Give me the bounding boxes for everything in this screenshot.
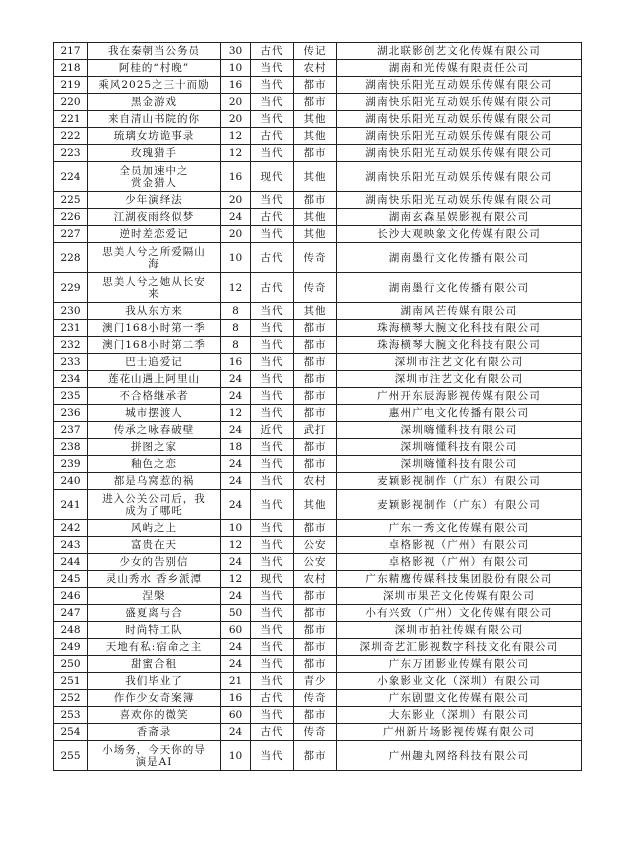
cell-company: 湖南快乐阳光互动娱乐传媒有限公司 bbox=[337, 162, 582, 192]
cell-era: 当代 bbox=[251, 588, 294, 605]
table-row bbox=[54, 60, 582, 77]
cell-company: 湖南快乐阳光互动娱乐传媒有限公司 bbox=[337, 192, 582, 209]
cell-era: 现代 bbox=[251, 162, 294, 192]
cell-episodes: 10 bbox=[221, 243, 251, 273]
cell-company: 大东影业（深圳）有限公司 bbox=[337, 707, 582, 724]
cell-era: 当代 bbox=[251, 456, 294, 473]
cell-title: 全员加速中之 赏金猎人 bbox=[88, 162, 221, 192]
cell-company: 广东精鹰传媒科技集团股份有限公司 bbox=[337, 571, 582, 588]
cell-era: 现代 bbox=[251, 571, 294, 588]
cell-genre: 青少 bbox=[294, 673, 337, 690]
table-row bbox=[54, 456, 582, 473]
cell-serial-number: 228 bbox=[54, 243, 88, 273]
cell-era: 当代 bbox=[251, 520, 294, 537]
table-row bbox=[54, 43, 582, 60]
table-row bbox=[54, 439, 582, 456]
cell-company: 湖南快乐阳光互动娱乐传媒有限公司 bbox=[337, 111, 582, 128]
cell-serial-number: 218 bbox=[54, 60, 88, 77]
cell-title: 小场务，今天你的导 演是AI bbox=[88, 741, 221, 771]
cell-genre: 都市 bbox=[294, 605, 337, 622]
cell-serial-number: 246 bbox=[54, 588, 88, 605]
table-row bbox=[54, 724, 582, 741]
cell-title: 玫瑰猎手 bbox=[88, 145, 221, 162]
cell-episodes: 24 bbox=[221, 388, 251, 405]
cell-company: 深圳市注艺文化有限公司 bbox=[337, 354, 582, 371]
table-row bbox=[54, 145, 582, 162]
cell-company: 湖南快乐阳光互动娱乐传媒有限公司 bbox=[337, 145, 582, 162]
cell-title: 香斋录 bbox=[88, 724, 221, 741]
cell-genre: 传记 bbox=[294, 43, 337, 60]
cell-company: 湖南快乐阳光互动娱乐传媒有限公司 bbox=[337, 94, 582, 111]
table-row bbox=[54, 639, 582, 656]
cell-episodes: 10 bbox=[221, 60, 251, 77]
cell-serial-number: 219 bbox=[54, 77, 88, 94]
cell-serial-number: 251 bbox=[54, 673, 88, 690]
cell-serial-number: 252 bbox=[54, 690, 88, 707]
table-row bbox=[54, 554, 582, 571]
cell-serial-number: 238 bbox=[54, 439, 88, 456]
cell-era: 当代 bbox=[251, 94, 294, 111]
cell-genre: 都市 bbox=[294, 588, 337, 605]
cell-episodes: 24 bbox=[221, 422, 251, 439]
cell-genre: 都市 bbox=[294, 94, 337, 111]
cell-company: 长沙大观映象文化传媒有限公司 bbox=[337, 226, 582, 243]
table-row bbox=[54, 622, 582, 639]
cell-serial-number: 248 bbox=[54, 622, 88, 639]
cell-company: 深圳嗨懂科技有限公司 bbox=[337, 456, 582, 473]
cell-serial-number: 253 bbox=[54, 707, 88, 724]
cell-serial-number: 221 bbox=[54, 111, 88, 128]
cell-serial-number: 224 bbox=[54, 162, 88, 192]
cell-company: 湖南风芒传媒有限公司 bbox=[337, 303, 582, 320]
cell-serial-number: 247 bbox=[54, 605, 88, 622]
cell-genre: 都市 bbox=[294, 639, 337, 656]
cell-serial-number: 249 bbox=[54, 639, 88, 656]
cell-serial-number: 236 bbox=[54, 405, 88, 422]
cell-title: 进入公关公司后，我 成为了哪吒 bbox=[88, 490, 221, 520]
cell-episodes: 12 bbox=[221, 405, 251, 422]
cell-episodes: 24 bbox=[221, 371, 251, 388]
cell-title: 都是乌窝惹的祸 bbox=[88, 473, 221, 490]
cell-company: 珠海横琴大腕文化科技有限公司 bbox=[337, 320, 582, 337]
table-row bbox=[54, 111, 582, 128]
cell-genre: 传奇 bbox=[294, 243, 337, 273]
cell-episodes: 20 bbox=[221, 192, 251, 209]
cell-serial-number: 254 bbox=[54, 724, 88, 741]
cell-company: 卓格影视（广州）有限公司 bbox=[337, 537, 582, 554]
cell-serial-number: 217 bbox=[54, 43, 88, 60]
cell-company: 广州开东辰海影视传媒有限公司 bbox=[337, 388, 582, 405]
cell-era: 当代 bbox=[251, 60, 294, 77]
cell-company: 深圳嗨懂科技有限公司 bbox=[337, 422, 582, 439]
cell-era: 当代 bbox=[251, 337, 294, 354]
cell-genre: 都市 bbox=[294, 145, 337, 162]
cell-serial-number: 222 bbox=[54, 128, 88, 145]
cell-episodes: 12 bbox=[221, 145, 251, 162]
cell-episodes: 24 bbox=[221, 209, 251, 226]
cell-serial-number: 245 bbox=[54, 571, 88, 588]
table-row bbox=[54, 707, 582, 724]
cell-title: 琉璃女坊诡事录 bbox=[88, 128, 221, 145]
cell-title: 灵山秀水 香乡派潭 bbox=[88, 571, 221, 588]
cell-serial-number: 235 bbox=[54, 388, 88, 405]
cell-episodes: 12 bbox=[221, 273, 251, 303]
cell-genre: 都市 bbox=[294, 741, 337, 771]
cell-episodes: 16 bbox=[221, 690, 251, 707]
cell-episodes: 8 bbox=[221, 320, 251, 337]
cell-genre: 农村 bbox=[294, 473, 337, 490]
cell-serial-number: 231 bbox=[54, 320, 88, 337]
cell-genre: 都市 bbox=[294, 371, 337, 388]
cell-serial-number: 225 bbox=[54, 192, 88, 209]
cell-title: 我从东方来 bbox=[88, 303, 221, 320]
cell-title: 甜蜜合租 bbox=[88, 656, 221, 673]
cell-serial-number: 241 bbox=[54, 490, 88, 520]
cell-serial-number: 230 bbox=[54, 303, 88, 320]
cell-era: 当代 bbox=[251, 192, 294, 209]
cell-era: 当代 bbox=[251, 622, 294, 639]
cell-episodes: 24 bbox=[221, 639, 251, 656]
cell-episodes: 16 bbox=[221, 354, 251, 371]
cell-title: 釉色之恋 bbox=[88, 456, 221, 473]
cell-era: 当代 bbox=[251, 741, 294, 771]
cell-genre: 其他 bbox=[294, 111, 337, 128]
table-row bbox=[54, 741, 582, 771]
cell-era: 当代 bbox=[251, 707, 294, 724]
cell-genre: 农村 bbox=[294, 571, 337, 588]
cell-serial-number: 244 bbox=[54, 554, 88, 571]
cell-genre: 武打 bbox=[294, 422, 337, 439]
cell-episodes: 8 bbox=[221, 337, 251, 354]
cell-episodes: 20 bbox=[221, 111, 251, 128]
cell-company: 湖南快乐阳光互动娱乐传媒有限公司 bbox=[337, 77, 582, 94]
cell-company: 深圳市注艺文化有限公司 bbox=[337, 371, 582, 388]
cell-era: 当代 bbox=[251, 303, 294, 320]
table-row bbox=[54, 388, 582, 405]
table-row bbox=[54, 162, 582, 192]
cell-episodes: 24 bbox=[221, 724, 251, 741]
table-row bbox=[54, 537, 582, 554]
cell-era: 当代 bbox=[251, 554, 294, 571]
cell-genre: 传奇 bbox=[294, 690, 337, 707]
cell-serial-number: 240 bbox=[54, 473, 88, 490]
cell-genre: 都市 bbox=[294, 520, 337, 537]
cell-era: 当代 bbox=[251, 439, 294, 456]
cell-era: 古代 bbox=[251, 243, 294, 273]
cell-genre: 其他 bbox=[294, 226, 337, 243]
cell-episodes: 24 bbox=[221, 588, 251, 605]
cell-genre: 都市 bbox=[294, 388, 337, 405]
cell-genre: 传奇 bbox=[294, 724, 337, 741]
cell-title: 城市摆渡人 bbox=[88, 405, 221, 422]
cell-serial-number: 243 bbox=[54, 537, 88, 554]
cell-title: 盛夏离与合 bbox=[88, 605, 221, 622]
cell-episodes: 12 bbox=[221, 128, 251, 145]
cell-company: 湖南玄森星娱影视有限公司 bbox=[337, 209, 582, 226]
cell-genre: 传奇 bbox=[294, 273, 337, 303]
cell-episodes: 18 bbox=[221, 439, 251, 456]
cell-episodes: 24 bbox=[221, 456, 251, 473]
cell-title: 来自清山书院的你 bbox=[88, 111, 221, 128]
cell-company: 小有兴致（广州）文化传媒有限公司 bbox=[337, 605, 582, 622]
table-row bbox=[54, 473, 582, 490]
cell-serial-number: 227 bbox=[54, 226, 88, 243]
cell-era: 古代 bbox=[251, 724, 294, 741]
cell-era: 当代 bbox=[251, 371, 294, 388]
cell-title: 乘风2025之三十而励 bbox=[88, 77, 221, 94]
cell-title: 莲花山遇上阿里山 bbox=[88, 371, 221, 388]
cell-company: 小象影业文化（深圳）有限公司 bbox=[337, 673, 582, 690]
cell-company: 广州新片场影视传媒有限公司 bbox=[337, 724, 582, 741]
cell-genre: 其他 bbox=[294, 162, 337, 192]
cell-title: 思美人兮之她从长安 来 bbox=[88, 273, 221, 303]
cell-company: 深圳奇艺汇影视数字科技文化有限公司 bbox=[337, 639, 582, 656]
cell-title: 不合格继承者 bbox=[88, 388, 221, 405]
cell-serial-number: 232 bbox=[54, 337, 88, 354]
cell-era: 当代 bbox=[251, 354, 294, 371]
cell-era: 当代 bbox=[251, 405, 294, 422]
cell-era: 当代 bbox=[251, 77, 294, 94]
cell-company: 珠海横琴大腕文化科技有限公司 bbox=[337, 337, 582, 354]
cell-title: 拼图之家 bbox=[88, 439, 221, 456]
cell-title: 风屿之上 bbox=[88, 520, 221, 537]
cell-episodes: 24 bbox=[221, 473, 251, 490]
cell-company: 湖南和光传媒有限责任公司 bbox=[337, 60, 582, 77]
table-row bbox=[54, 273, 582, 303]
cell-title: 江湖夜雨终似梦 bbox=[88, 209, 221, 226]
cell-era: 古代 bbox=[251, 690, 294, 707]
cell-serial-number: 229 bbox=[54, 273, 88, 303]
cell-serial-number: 223 bbox=[54, 145, 88, 162]
cell-genre: 都市 bbox=[294, 707, 337, 724]
table-row bbox=[54, 192, 582, 209]
cell-title: 富贵在天 bbox=[88, 537, 221, 554]
cell-serial-number: 250 bbox=[54, 656, 88, 673]
cell-genre: 都市 bbox=[294, 439, 337, 456]
table-row bbox=[54, 209, 582, 226]
cell-company: 湖南墨行文化传播有限公司 bbox=[337, 243, 582, 273]
cell-era: 当代 bbox=[251, 320, 294, 337]
table-row bbox=[54, 405, 582, 422]
cell-title: 作作少女奇案簿 bbox=[88, 690, 221, 707]
cell-title: 涅槃 bbox=[88, 588, 221, 605]
cell-company: 湖北联影创艺文化传媒有限公司 bbox=[337, 43, 582, 60]
cell-title: 我们毕业了 bbox=[88, 673, 221, 690]
cell-title: 思美人兮之所爱隔山 海 bbox=[88, 243, 221, 273]
cell-episodes: 8 bbox=[221, 303, 251, 320]
table-row bbox=[54, 320, 582, 337]
cell-genre: 都市 bbox=[294, 354, 337, 371]
cell-genre: 其他 bbox=[294, 303, 337, 320]
cell-company: 广东万团影业传媒有限公司 bbox=[337, 656, 582, 673]
cell-company: 湖南快乐阳光互动娱乐传媒有限公司 bbox=[337, 128, 582, 145]
cell-episodes: 10 bbox=[221, 520, 251, 537]
cell-serial-number: 226 bbox=[54, 209, 88, 226]
cell-company: 广州趣丸网络科技有限公司 bbox=[337, 741, 582, 771]
cell-serial-number: 255 bbox=[54, 741, 88, 771]
cell-era: 近代 bbox=[251, 422, 294, 439]
table-row bbox=[54, 490, 582, 520]
cell-era: 当代 bbox=[251, 639, 294, 656]
cell-genre: 都市 bbox=[294, 622, 337, 639]
cell-era: 当代 bbox=[251, 656, 294, 673]
cell-title: 时尚特工队 bbox=[88, 622, 221, 639]
cell-era: 当代 bbox=[251, 473, 294, 490]
cell-title: 澳门168小时第二季 bbox=[88, 337, 221, 354]
cell-title: 澳门168小时第一季 bbox=[88, 320, 221, 337]
cell-episodes: 12 bbox=[221, 571, 251, 588]
cell-genre: 都市 bbox=[294, 192, 337, 209]
cell-era: 古代 bbox=[251, 128, 294, 145]
cell-serial-number: 234 bbox=[54, 371, 88, 388]
cell-era: 古代 bbox=[251, 273, 294, 303]
cell-era: 当代 bbox=[251, 226, 294, 243]
table-row bbox=[54, 303, 582, 320]
cell-episodes: 30 bbox=[221, 43, 251, 60]
cell-genre: 都市 bbox=[294, 77, 337, 94]
table-body bbox=[54, 43, 582, 771]
cell-era: 古代 bbox=[251, 43, 294, 60]
cell-title: 逆时差恋爱记 bbox=[88, 226, 221, 243]
cell-serial-number: 233 bbox=[54, 354, 88, 371]
table-row bbox=[54, 690, 582, 707]
table-row bbox=[54, 128, 582, 145]
table-row bbox=[54, 94, 582, 111]
cell-episodes: 50 bbox=[221, 605, 251, 622]
cell-era: 当代 bbox=[251, 673, 294, 690]
cell-episodes: 20 bbox=[221, 94, 251, 111]
cell-episodes: 24 bbox=[221, 656, 251, 673]
table-row bbox=[54, 337, 582, 354]
cell-company: 惠州广电文化传播有限公司 bbox=[337, 405, 582, 422]
cell-episodes: 24 bbox=[221, 554, 251, 571]
cell-episodes: 24 bbox=[221, 490, 251, 520]
cell-episodes: 60 bbox=[221, 707, 251, 724]
cell-episodes: 10 bbox=[221, 741, 251, 771]
cell-era: 当代 bbox=[251, 490, 294, 520]
cell-company: 麦颖影视制作（广东）有限公司 bbox=[337, 490, 582, 520]
table-row bbox=[54, 605, 582, 622]
cell-era: 当代 bbox=[251, 537, 294, 554]
cell-title: 黑金游戏 bbox=[88, 94, 221, 111]
drama-registration-table bbox=[53, 42, 582, 771]
cell-genre: 农村 bbox=[294, 60, 337, 77]
table-row bbox=[54, 354, 582, 371]
table-row bbox=[54, 520, 582, 537]
cell-title: 喜欢你的微笑 bbox=[88, 707, 221, 724]
table-row bbox=[54, 371, 582, 388]
cell-episodes: 20 bbox=[221, 226, 251, 243]
cell-genre: 都市 bbox=[294, 456, 337, 473]
registration-table-page bbox=[53, 42, 581, 771]
cell-era: 当代 bbox=[251, 145, 294, 162]
cell-company: 深圳市果芒文化传媒有限公司 bbox=[337, 588, 582, 605]
cell-company: 广东一秀文化传媒有限公司 bbox=[337, 520, 582, 537]
cell-company: 麦颖影视制作（广东）有限公司 bbox=[337, 473, 582, 490]
cell-serial-number: 239 bbox=[54, 456, 88, 473]
cell-company: 深圳市拍社传媒有限公司 bbox=[337, 622, 582, 639]
cell-episodes: 21 bbox=[221, 673, 251, 690]
cell-genre: 都市 bbox=[294, 405, 337, 422]
cell-genre: 都市 bbox=[294, 656, 337, 673]
cell-episodes: 12 bbox=[221, 537, 251, 554]
cell-company: 广东剧盟文化传媒有限公司 bbox=[337, 690, 582, 707]
cell-era: 当代 bbox=[251, 388, 294, 405]
table-row bbox=[54, 673, 582, 690]
cell-company: 卓格影视（广州）有限公司 bbox=[337, 554, 582, 571]
cell-era: 当代 bbox=[251, 111, 294, 128]
cell-episodes: 60 bbox=[221, 622, 251, 639]
cell-genre: 都市 bbox=[294, 320, 337, 337]
table-row bbox=[54, 422, 582, 439]
cell-title: 少女的告别信 bbox=[88, 554, 221, 571]
cell-title: 传承之咏春破壁 bbox=[88, 422, 221, 439]
table-row bbox=[54, 243, 582, 273]
cell-genre: 其他 bbox=[294, 490, 337, 520]
table-row bbox=[54, 571, 582, 588]
cell-company: 深圳嗨懂科技有限公司 bbox=[337, 439, 582, 456]
cell-era: 当代 bbox=[251, 605, 294, 622]
cell-episodes: 16 bbox=[221, 162, 251, 192]
cell-genre: 都市 bbox=[294, 337, 337, 354]
cell-serial-number: 242 bbox=[54, 520, 88, 537]
cell-genre: 公安 bbox=[294, 537, 337, 554]
cell-title: 我在秦朝当公务员 bbox=[88, 43, 221, 60]
cell-genre: 其他 bbox=[294, 128, 337, 145]
table-row bbox=[54, 226, 582, 243]
table-row bbox=[54, 588, 582, 605]
cell-genre: 其他 bbox=[294, 209, 337, 226]
cell-serial-number: 220 bbox=[54, 94, 88, 111]
cell-title: 巴士追爱记 bbox=[88, 354, 221, 371]
cell-title: 阿桂的“村晚” bbox=[88, 60, 221, 77]
cell-serial-number: 237 bbox=[54, 422, 88, 439]
cell-era: 古代 bbox=[251, 209, 294, 226]
table-row bbox=[54, 77, 582, 94]
cell-episodes: 16 bbox=[221, 77, 251, 94]
cell-genre: 公安 bbox=[294, 554, 337, 571]
cell-company: 湖南墨行文化传播有限公司 bbox=[337, 273, 582, 303]
cell-title: 天地有私:宿命之主 bbox=[88, 639, 221, 656]
table-row bbox=[54, 656, 582, 673]
cell-title: 少年演绎法 bbox=[88, 192, 221, 209]
